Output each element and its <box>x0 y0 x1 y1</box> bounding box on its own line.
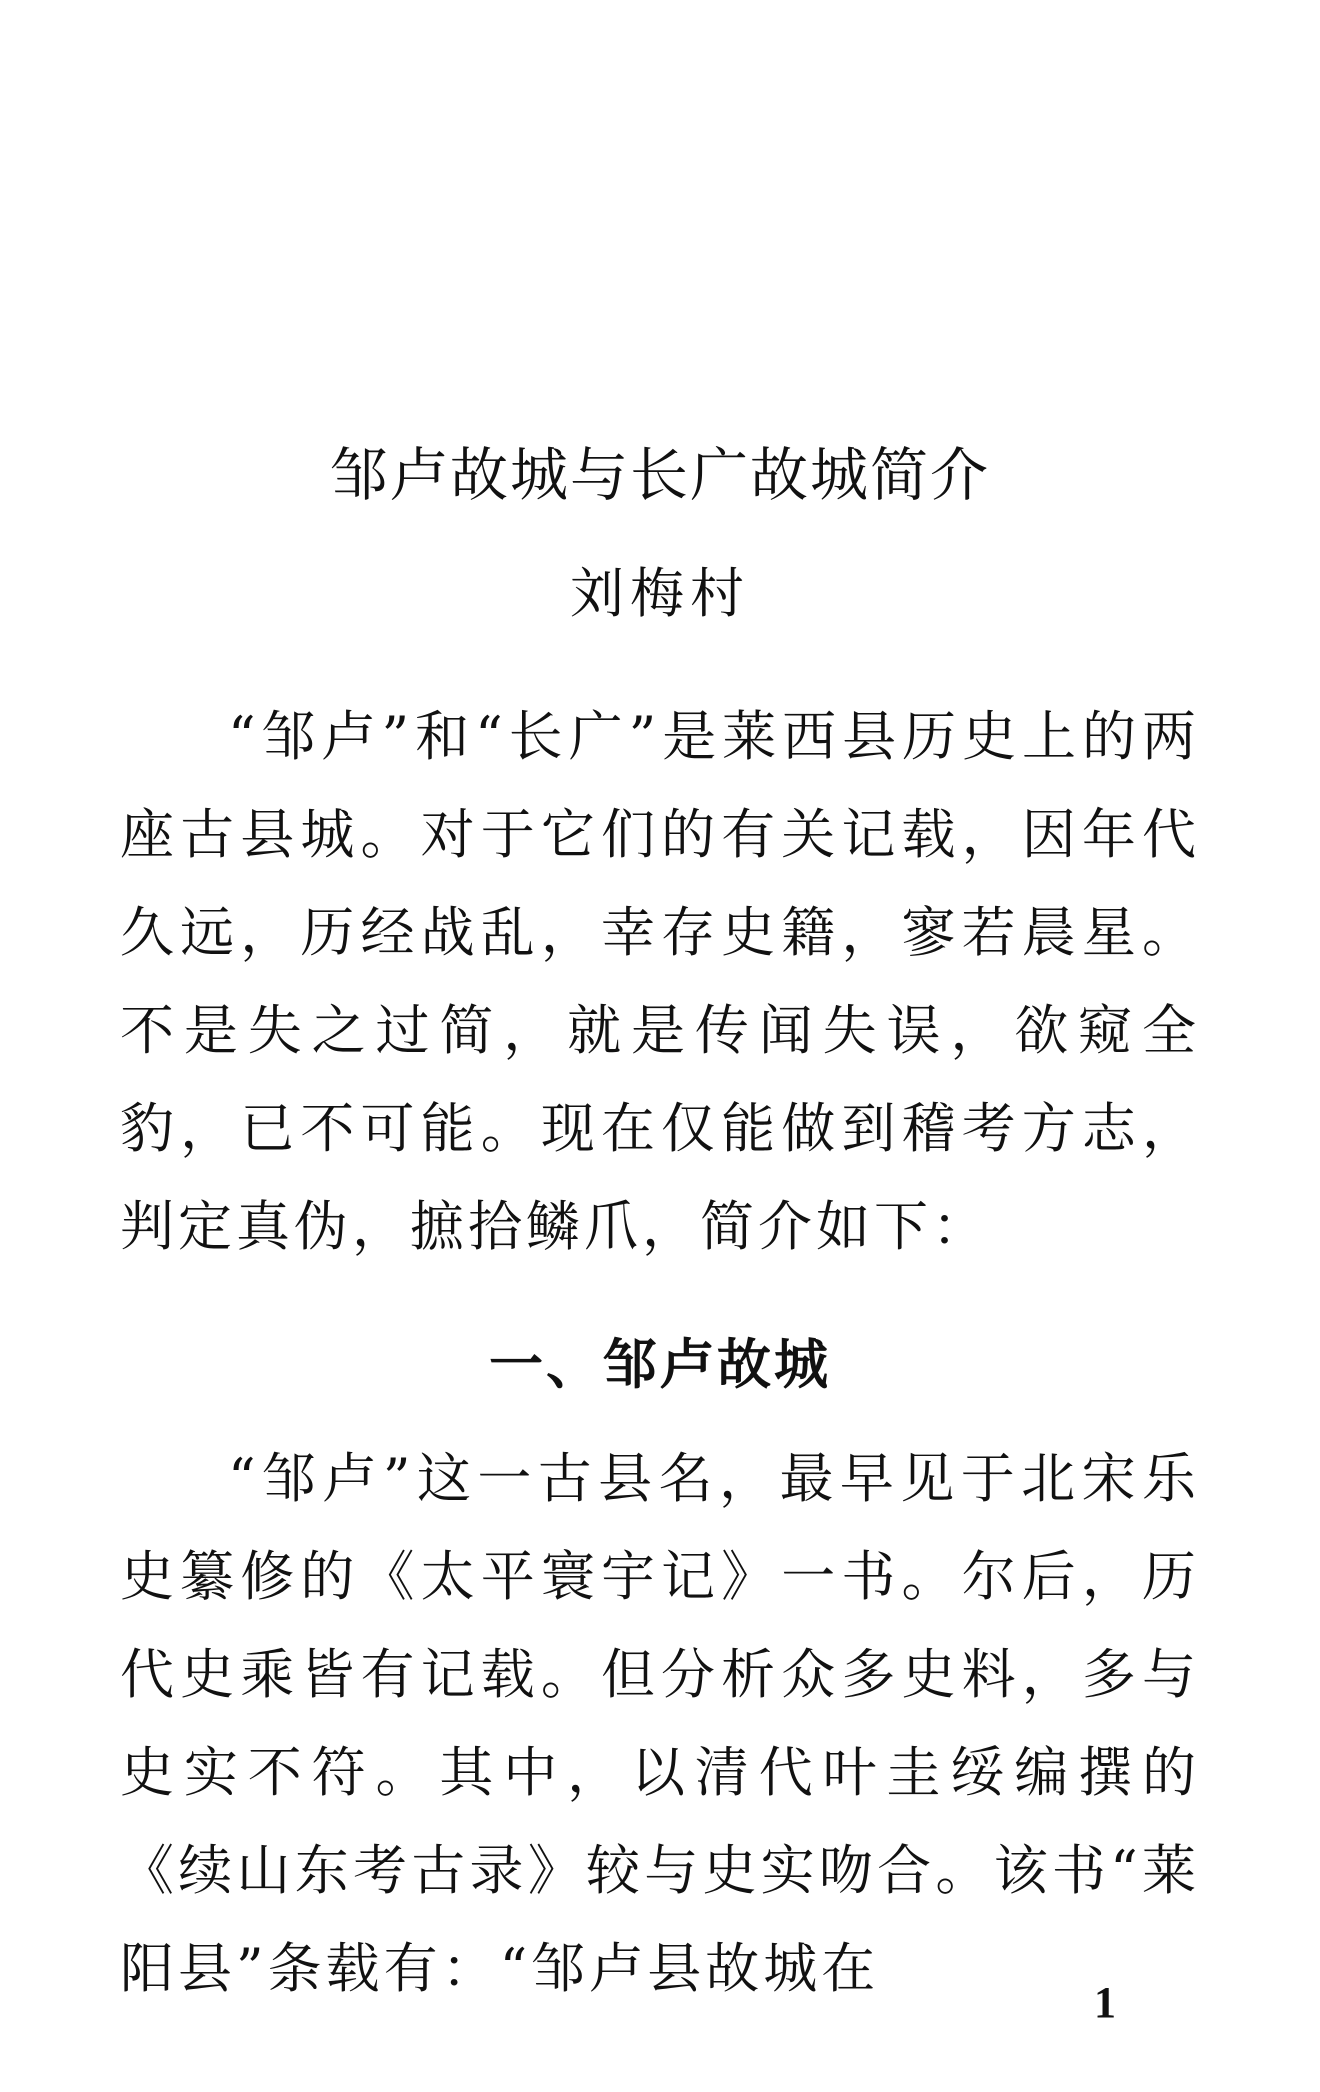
page-title: 邹卢故城与长广故城简介 <box>329 441 990 509</box>
section-paragraph: “邹卢”这一古县名，最早见于北宋乐史纂修的《太平寰宇记》一书。尔后，历代史乘皆有记载。但分析众多史料，多与史实不符。其中，以清代叶圭绥编撰的《续山东考古录》较与史实吻合。该书“莱阳县”条载有：“邹卢县故城在 <box>120 1447 1200 2000</box>
page-number: 1 <box>1094 1978 1116 2027</box>
intro-paragraph: “邹卢”和“长广”是莱西县历史上的两座古县城。对于它们的有关记载，因年代久远，历经战乱，幸存史籍，寥若晨星。不是失之过简，就是传闻失误，欲窥全豹，已不可能。现在仅能做到稽考方志，判定真伪，摭拾鳞爪，简介如下： <box>120 705 1200 1258</box>
author-name: 刘梅村 <box>570 562 750 625</box>
section-heading: 一、邹卢故城 <box>489 1333 831 1396</box>
